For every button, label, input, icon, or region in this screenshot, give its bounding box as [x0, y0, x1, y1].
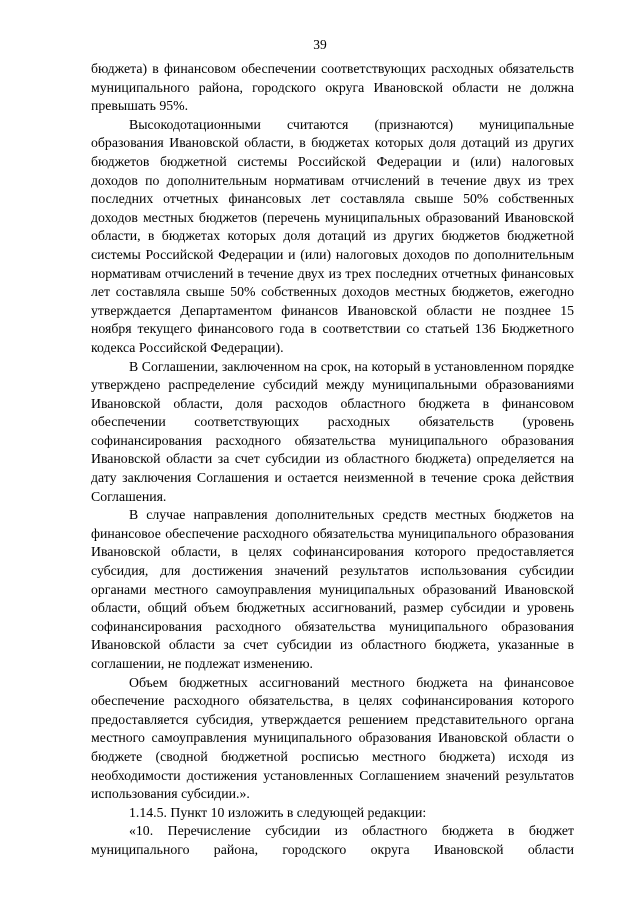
paragraph-continuation: бюджета) в финансовом обеспечении соответствующих расходных обязательств муниципального района, городского округа Ивановской области не должна превышать 95%.	[91, 61, 574, 114]
paragraph-point-10: «10. Перечисление субсидии из областного бюджета в бюджет муниципального района, городского округа Ивановской области	[91, 823, 574, 857]
paragraph-agreement-cofinancing: В Соглашении, заключенном на срок, на который в установленном порядке утверждено распределение субсидий между муниципальными образованиями Ивановской области, доля расходов областного бюджета в финансовом обеспечении соответствующих расходных обязательств (уровень софинансирования расходного обязательства муниципального образования Ивановской области за счет субсидии из областного бюджета) определяется на дату заключения Соглашения и остается неизменной в течение срока действия Соглашения.	[91, 358, 574, 504]
paragraph-additional-funds: В случае направления дополнительных средств местных бюджетов на финансовое обеспечение расходного обязательства муниципального образования Ивановской области, в целях софинансирования которого предоставляется субсидия, для достижения значений результатов использования субсидии органами местного самоуправления муниципальных образований Ивановской области, общий объем бюджетных ассигнований, размер субсидии и уровень софинансирования расходного обязательства муниципального образования Ивановской области за счет субсидии из областного бюджета, указанные в соглашении, не подлежат изменению.	[91, 507, 574, 671]
paragraph-budget-allocations: Объем бюджетных ассигнований местного бюджета на финансовое обеспечение расходного обязательства, в целях софинансирования которого предоставляется субсидия, утверждается решением представительного органа местного самоуправления муниципального образования Ивановской области о бюджете (сводной бюджетной росписью местного бюджета) исходя из необходимости достижения установленных Соглашением значений результатов использования субсидии.».	[91, 674, 574, 802]
paragraph-amendment-item: 1.14.5. Пункт 10 изложить в следующей редакции:	[129, 804, 427, 820]
page-number: 39	[313, 37, 327, 52]
paragraph-high-subsidy-definition: Высокодотационными считаются (признаются) муниципальные образования Ивановской области, в бюджетах которых доля дотаций из других бюджетов бюджетной системы Российской Федерации и (или) налоговых доходов по дополнительным нормативам отчислений в течение двух из трех последних отчетных финансовых лет составляла свыше 50% собственных доходов местных бюджетов (перечень муниципальных образований Ивановской области, в бюджетах которых доля дотаций из других бюджетов бюджетной системы Российской Федерации и (или) налоговых доходов по дополнительным нормативам отчислений в течение двух из трех последних отчетных финансовых лет составляла свыше 50% собственных доходов местных бюджетов, ежегодно утверждается Департаментом финансов Ивановской области не позднее 15 ноября текущего финансового года в соответствии со статьей 136 Бюджетного кодекса Российской Федерации).	[91, 116, 574, 355]
document-body	[91, 60, 574, 860]
